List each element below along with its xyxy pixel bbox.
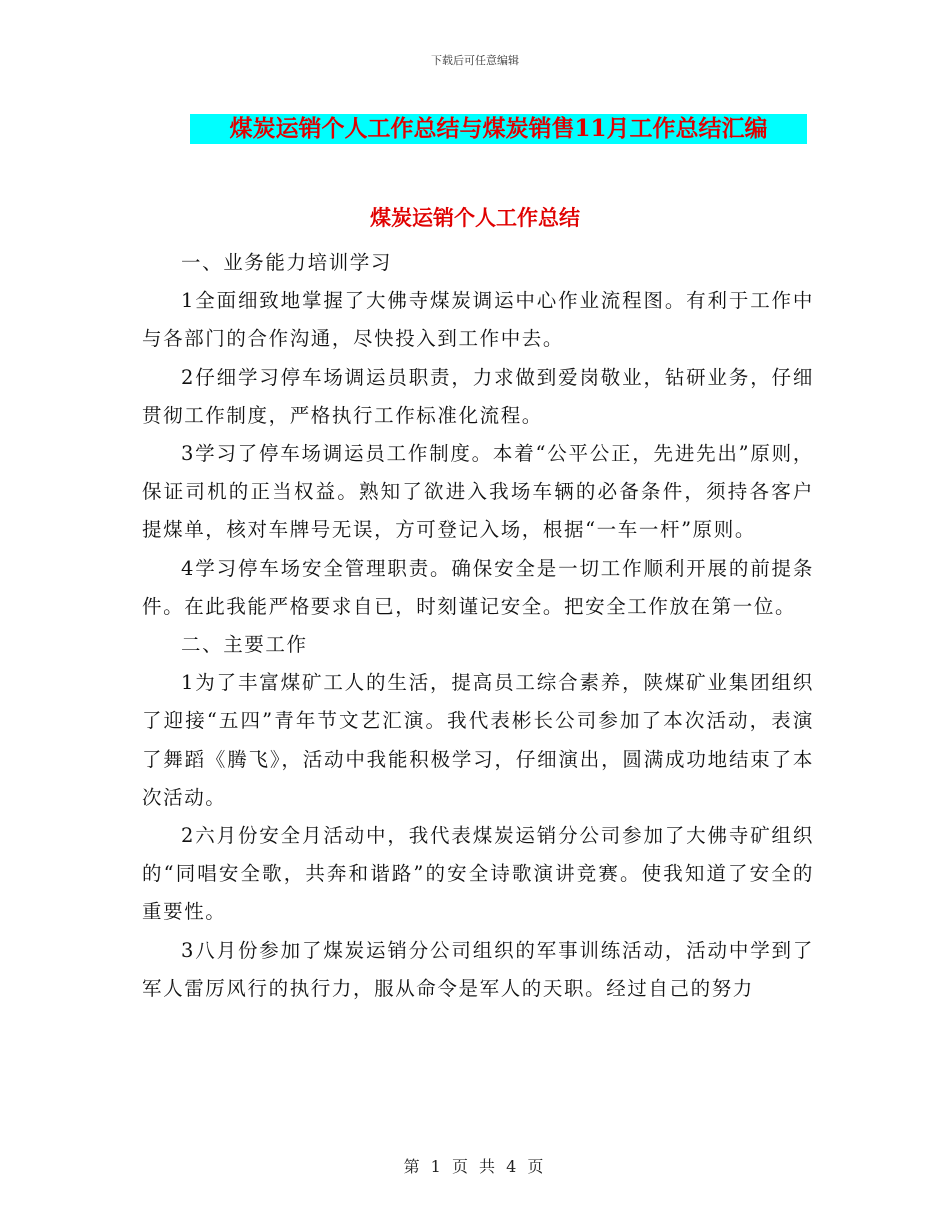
header-note: 下载后可任意编辑 — [431, 54, 519, 67]
paragraph: 3学习了停车场调运员工作制度。本着“公平公正，先进先出”原则，保证司机的正当权益。熟知了欲进入我场车辆的必备条件，须持各客户提煤单，核对车牌号无误，方可登记入场，根据“一车一杆”原则。 — [142, 442, 814, 542]
paragraph: 4学习停车场安全管理职责。确保安全是一切工作顺利开展的前提条件。在此我能严格要求自已，时刻谨记安全。把安全工作放在第一位。 — [142, 556, 814, 618]
document-title: 煤炭运销个人工作总结与煤炭销售11月工作总结汇编 — [190, 114, 807, 144]
heading-main-work: 二、主要工作 — [181, 633, 308, 657]
paragraph: 2仔细学习停车场调运员职责，力求做到爱岗敬业，钻研业务，仔细贯彻工作制度，严格执行工作标准化流程。 — [142, 365, 814, 427]
paragraph: 1全面细致地掌握了大佛寺煤炭调运中心作业流程图。有利于工作中与各部门的合作沟通，尽快投入到工作中去。 — [142, 289, 814, 351]
heading-training: 一、业务能力培训学习 — [181, 251, 393, 274]
page-footer: 第 1 页 共 4 页 — [403, 1157, 547, 1176]
paragraph: 2六月份安全月活动中，我代表煤炭运销分公司参加了大佛寺矿组织的“同唱安全歌，共奔和谐路”的安全诗歌演讲竞赛。使我知道了安全的重要性。 — [142, 824, 814, 924]
paragraph: 3八月份参加了煤炭运销分公司组织的军事训练活动，活动中学到了军人雷厉风行的执行力，服从命令是军人的天职。经过自己的努力 — [142, 938, 814, 1000]
section-title: 煤炭运销个人工作总结 — [370, 205, 580, 230]
paragraph: 1为了丰富煤矿工人的生活，提高员工综合素养，陕煤矿业集团组织了迎接“五四”青年节文艺汇演。我代表彬长公司参加了本次活动，表演了舞蹈《腾飞》，活动中我能积极学习，仔细演出，圆满成功地结束了本次活动。 — [142, 671, 814, 809]
body-text — [142, 244, 814, 1008]
